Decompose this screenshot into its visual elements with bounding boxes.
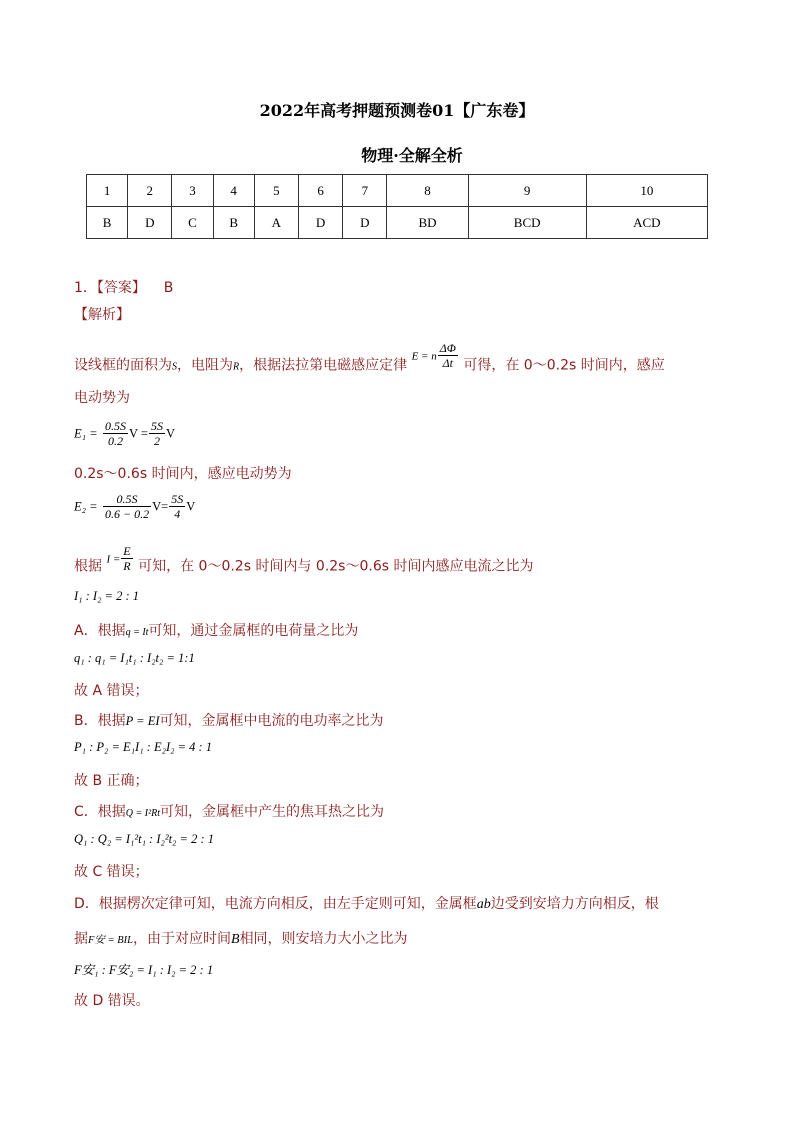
formula-unit: V	[165, 426, 176, 441]
ratio-formula: q₁ : q₁ = I₁t₁ : I₂t₂ = 1:1	[74, 651, 195, 665]
answer-cell: D	[343, 207, 387, 239]
text-fragment: 根据	[74, 558, 102, 575]
formula-text: V =	[129, 426, 148, 441]
ratio-formula: P₁ : P₂ = E₁I₁ : E₂I₂ = 4 : 1	[74, 740, 213, 754]
ratio-formula: F安₁ : F安₂ = I₁ : I₂ = 2 : 1	[74, 963, 214, 977]
formula-denominator: Δt	[442, 356, 453, 370]
answer-label: 1．【答案】	[74, 280, 146, 296]
formula-denominator: 0.6 − 0.2	[105, 507, 150, 521]
text-fragment: D．根据楞次定律可知，电流方向相反，由左手定则可知，金属框	[74, 896, 477, 912]
answer-table-number-row	[87, 175, 708, 207]
formula	[412, 341, 459, 370]
answer-cell: B	[87, 207, 128, 239]
formula-e1	[74, 419, 175, 448]
option-a-line	[74, 620, 358, 640]
formula-numerator: 5S	[171, 492, 184, 506]
page-subtitle: 物理·全解全析	[361, 146, 463, 165]
formula-numerator: ΔΦ	[439, 341, 456, 355]
formula	[106, 544, 133, 573]
inline-formula: F安 = BIL	[88, 935, 133, 946]
formula-denominator: 0.2	[108, 434, 123, 448]
formula-denominator: R	[123, 559, 131, 573]
option-b-line	[74, 710, 384, 730]
math-symbol: R	[233, 361, 240, 373]
question-number-cell: 4	[213, 175, 254, 207]
answer-cell: BCD	[468, 207, 586, 239]
formula-lhs: E = n	[411, 350, 437, 363]
answer-cell: C	[172, 207, 213, 239]
formula-text: V=	[152, 499, 169, 514]
text-fragment: 可知，金属框中电流的电功率之比为	[159, 713, 384, 729]
formula-numerator: 0.5S	[105, 419, 126, 433]
analysis-label: 【解析】	[74, 307, 130, 323]
question-number-cell: 3	[172, 175, 213, 207]
formula-denominator: 2	[153, 434, 160, 448]
ratio-formula: I₁ : I₂ = 2 : 1	[74, 589, 140, 603]
question-number-cell: 6	[298, 175, 342, 207]
answer-cell: ACD	[586, 207, 707, 239]
option-c-line	[74, 801, 384, 821]
text-fragment: A．根据	[74, 623, 126, 639]
conclusion-text: 故 C 错误；	[74, 864, 149, 880]
inline-formula: q = It	[125, 627, 149, 638]
text-fragment: 可知，金属框中产生的焦耳热之比为	[159, 804, 384, 820]
answer-cell: A	[254, 207, 298, 239]
formula-numerator: E	[123, 544, 131, 558]
text-fragment: C．根据	[74, 804, 126, 820]
text-fragment: 边受到安培力方向相反，根	[490, 896, 659, 912]
conclusion-text: 故 A 错误；	[74, 683, 149, 699]
ratio-formula: Q₁ : Q₂ = I₁²t₁ : I₂²t₂ = 2 : 1	[74, 832, 215, 846]
question-number-cell: 7	[343, 175, 387, 207]
text-fragment: 相同，则安培力大小之比为	[239, 931, 408, 947]
answer-cell: BD	[387, 207, 468, 239]
question-number-cell: 1	[87, 175, 128, 207]
conclusion-text: 故 B 正确；	[74, 773, 149, 789]
inline-formula: Q = I²Rt	[125, 808, 160, 819]
answer-table	[86, 174, 708, 239]
text-fragment: 可知，在 0～0.2s 时间内与 0.2s～0.6s 时间内感应电流之比为	[138, 558, 534, 575]
text-fragment: 可知，通过金属框的电荷量之比为	[148, 623, 359, 639]
text-fragment: ，电阻为	[177, 357, 233, 374]
question-number-cell: 8	[387, 175, 468, 207]
question-number-cell: 5	[254, 175, 298, 207]
question-number-cell: 2	[128, 175, 172, 207]
answer-table-answer-row	[87, 207, 708, 239]
question-number-cell: 9	[468, 175, 586, 207]
formula-unit: V	[186, 499, 196, 514]
answer-line	[74, 277, 173, 297]
answer-cell: D	[298, 207, 342, 239]
text-line: 电动势为	[74, 390, 130, 406]
text-fragment: 据	[74, 931, 88, 947]
conclusion-text: 故 D 错误。	[74, 993, 150, 1009]
option-d-line1	[74, 893, 659, 913]
question-number-cell: 10	[586, 175, 707, 207]
formula-lhs: I =	[106, 553, 121, 566]
text-fragment: 可得，在 0～0.2s 时间内，感应	[463, 357, 665, 374]
text-line: 0.2s～0.6s 时间内，感应电动势为	[74, 466, 292, 482]
answer-value: B	[163, 280, 174, 296]
inline-formula: P = EI	[125, 714, 160, 728]
math-symbol: S	[172, 361, 177, 373]
answer-cell: B	[213, 207, 254, 239]
formula-numerator: 5S	[150, 419, 163, 433]
math-symbol: ab	[476, 897, 491, 912]
text-fragment: ，根据法拉第电磁感应定律	[239, 357, 408, 374]
answer-cell: D	[128, 207, 172, 239]
text-fragment: B．根据	[74, 713, 126, 729]
page-title: 2022年高考押题预测卷01【广东卷】	[259, 101, 535, 120]
formula-lhs: E₂ =	[74, 499, 98, 514]
text-line	[74, 544, 534, 581]
text-fragment: 设线框的面积为	[74, 357, 172, 374]
formula-lhs: E₁ =	[74, 426, 98, 441]
formula-e2	[74, 492, 195, 521]
formula-numerator: 0.5S	[103, 492, 151, 507]
text-fragment: ，由于对应时间	[133, 931, 231, 947]
math-symbol: B	[231, 932, 240, 947]
formula-denominator: 4	[174, 507, 181, 521]
option-d-line2	[74, 928, 408, 948]
